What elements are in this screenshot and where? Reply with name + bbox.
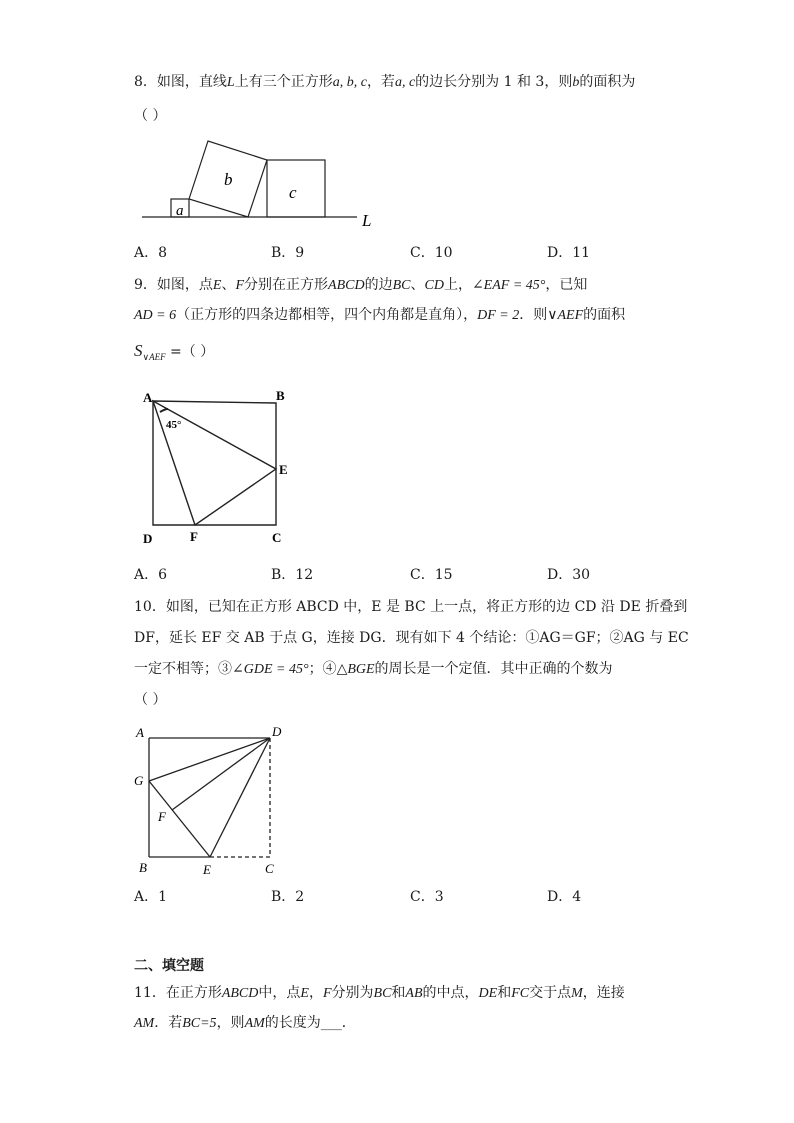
q10-stem-line1: 10．如图，已知在正方形 ABCD 中，E 是 BC 上一点，将正方形的边 CD 沿 DE 折叠到 xyxy=(134,599,688,615)
q11-stem-line2 xyxy=(134,1013,356,1034)
q11-text: 11．在正方形 xyxy=(134,985,222,1001)
q9-label-B: B xyxy=(276,388,285,403)
q9-text: 上， xyxy=(443,277,472,293)
q8-answer-paren: （ ） xyxy=(134,108,167,124)
q9-text: 、 xyxy=(410,277,425,293)
q10-stem-line3 xyxy=(134,659,613,680)
q9-var: ABCD xyxy=(328,278,365,293)
q8-option-c[interactable]: C．10 xyxy=(410,245,453,261)
q9-option-c[interactable]: C．15 xyxy=(410,567,453,583)
q10-label-E: E xyxy=(203,862,211,877)
q9-label-A: A xyxy=(143,390,153,405)
q8-option-d[interactable]: D．11 xyxy=(547,245,591,261)
q11-text: 交于点 xyxy=(529,985,572,1001)
q8-option-a[interactable]: A．8 xyxy=(134,245,168,261)
q9-figure xyxy=(134,382,304,552)
q11-var: E xyxy=(300,986,309,1001)
q10-label-C: C xyxy=(265,861,274,876)
q9-stem-line3 xyxy=(134,341,214,367)
q9-label-E: E xyxy=(279,462,288,477)
q10-text: 一定不相等；③ xyxy=(134,661,232,677)
q11-text: 和 xyxy=(391,985,406,1001)
q11-text: ， xyxy=(308,985,323,1001)
q8-text: 8．如图，直线 xyxy=(134,74,227,90)
q9-text: 9．如图，点 xyxy=(134,277,213,293)
q11-var: ABCD xyxy=(221,986,259,1001)
q8-text: 的面积为 xyxy=(579,74,636,90)
q9-label-D: D xyxy=(143,531,153,546)
q9-var: ∨AEF xyxy=(547,308,584,323)
q10-text: ；④ xyxy=(308,661,337,677)
q10-angle: ∠GDE = 45° xyxy=(232,662,309,677)
q11-var: DE xyxy=(478,986,498,1001)
q11-stem-line1 xyxy=(134,983,625,1004)
q11-var: BC xyxy=(373,986,392,1001)
q11-text: ，则 xyxy=(216,1015,245,1031)
q9-text: 的面积 xyxy=(583,307,626,323)
q10-label-F: F xyxy=(158,809,166,824)
q11-text: 的中点， xyxy=(422,985,479,1001)
q10-option-a[interactable]: A．1 xyxy=(134,889,168,905)
q8-var: a, c xyxy=(394,75,416,90)
q10-stem-line2: DF，延长 EF 交 AB 于点 G，连接 DG．现有如下 4 个结论：①AG＝GF；②AG 与 EC xyxy=(134,630,689,646)
q9-angle-arc xyxy=(160,409,168,412)
q8-label-a: a xyxy=(176,203,184,219)
q10-triangle: △BGE xyxy=(336,662,375,677)
q9-var: AD = 6 xyxy=(134,308,177,323)
q9-var: BC xyxy=(392,278,411,293)
q9-stem-line2 xyxy=(134,305,625,326)
q11-var: BC=5 xyxy=(182,1016,217,1031)
q10-option-b[interactable]: B．2 xyxy=(271,889,305,905)
q10-label-D: D xyxy=(272,724,282,739)
q9-text: ．则 xyxy=(519,307,548,323)
q11-var: M xyxy=(571,986,583,1001)
q11-var: AM xyxy=(134,1016,155,1031)
q8-figure xyxy=(134,136,384,232)
q11-text: 和 xyxy=(497,985,512,1001)
q9-var: E xyxy=(212,278,222,293)
q11-answer-blank[interactable]: 的长度为___． xyxy=(264,1015,356,1031)
q9-label-angle: 45° xyxy=(166,419,182,431)
q10-text: 的周长是一个定值．其中正确的个数为 xyxy=(374,661,613,677)
q9-text: 分别在正方形 xyxy=(244,277,329,293)
q9-stem-line1 xyxy=(134,275,587,296)
q9-option-a[interactable]: A．6 xyxy=(134,567,168,583)
q9-text: （正方形的四条边都相等，四个内角都是直角）， xyxy=(176,307,478,323)
q10-option-c[interactable]: C．3 xyxy=(410,889,444,905)
q9-text: =（ ） xyxy=(165,344,215,360)
q9-var: F xyxy=(235,278,245,293)
q8-text: 上有三个正方形 xyxy=(234,74,333,90)
q8-stem-line1 xyxy=(134,72,635,93)
q9-var-S-sub: ∨AEF xyxy=(142,352,166,362)
q9-label-C: C xyxy=(272,530,282,545)
section-heading-fill-in: 二、填空题 xyxy=(134,958,204,974)
q8-text: ，若 xyxy=(366,74,395,90)
q11-text: 分别为 xyxy=(331,985,374,1001)
q10-figure xyxy=(130,722,290,880)
q8-var: a, b, c xyxy=(332,75,367,90)
q10-label-B: B xyxy=(139,860,147,875)
q9-angle: ∠EAF = 45° xyxy=(471,278,546,293)
q9-var: CD xyxy=(424,278,444,293)
q9-label-F: F xyxy=(190,529,198,544)
q8-label-L: L xyxy=(362,211,372,230)
q9-text: ，已知 xyxy=(545,277,588,293)
q10-answer-paren: （ ） xyxy=(134,692,167,708)
q9-text: 的边 xyxy=(364,277,393,293)
q11-text: ，连接 xyxy=(582,985,625,1001)
q11-text: 中，点 xyxy=(258,985,301,1001)
q8-var: b xyxy=(572,75,580,90)
q8-label-b: b xyxy=(224,170,233,189)
q11-var: AB xyxy=(405,986,423,1001)
q11-var: AM xyxy=(244,1016,265,1031)
q8-label-c: c xyxy=(289,183,297,202)
q9-var: DF = 2 xyxy=(477,308,520,323)
q9-option-d[interactable]: D．30 xyxy=(547,567,591,583)
q10-label-G: G xyxy=(134,773,144,788)
q8-option-b[interactable]: B．9 xyxy=(271,245,305,261)
q10-label-A: A xyxy=(136,725,144,740)
q11-text: ．若 xyxy=(154,1015,183,1031)
q10-line-FD xyxy=(172,738,270,810)
q9-text: 、 xyxy=(221,277,236,293)
q8-text: 的边长分别为 1 和 3，则 xyxy=(415,74,573,90)
q10-option-d[interactable]: D．4 xyxy=(547,889,582,905)
q11-var: FC xyxy=(511,986,530,1001)
q11-var: F xyxy=(322,986,332,1001)
q8-var: L xyxy=(226,75,235,90)
q9-var-S: S xyxy=(134,341,143,360)
q9-option-b[interactable]: B．12 xyxy=(271,567,314,583)
